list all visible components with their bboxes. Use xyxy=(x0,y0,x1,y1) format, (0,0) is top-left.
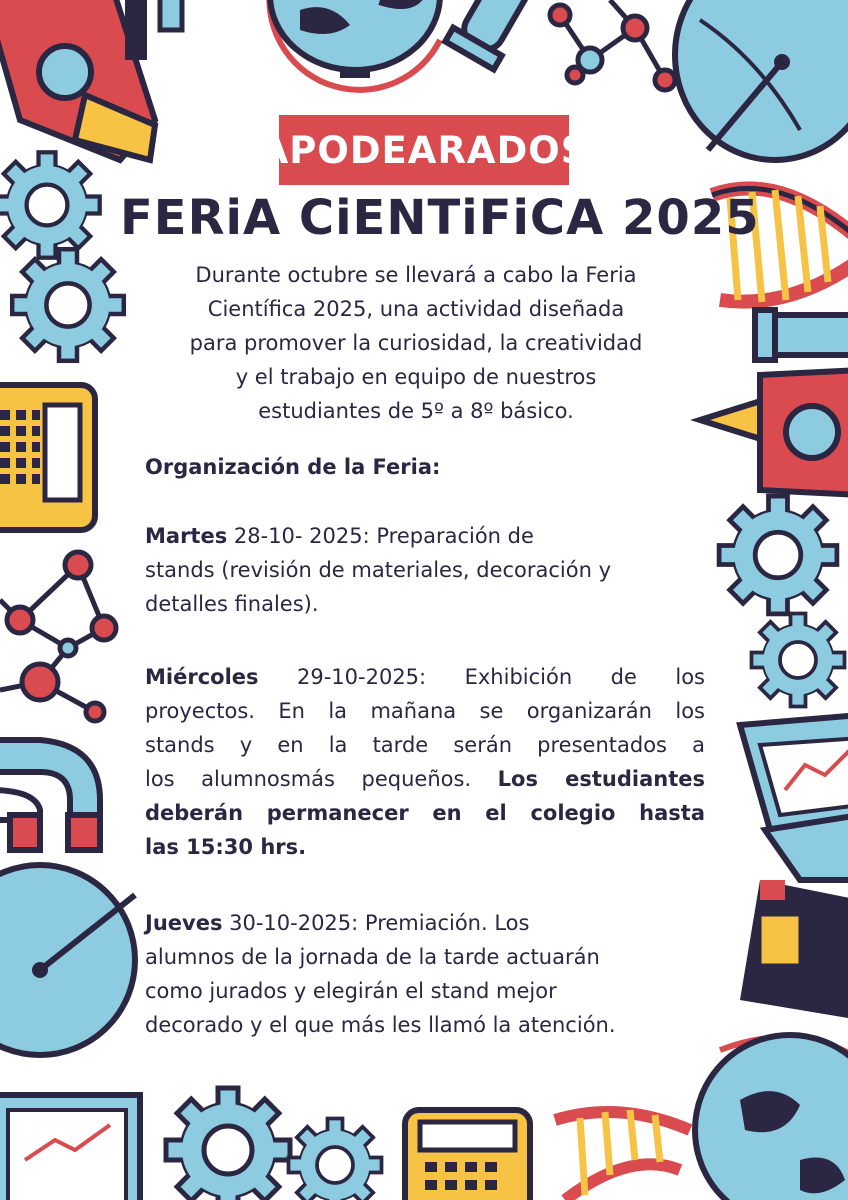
miercoles-notice: deberán permanecer en el colegio hasta xyxy=(145,801,705,825)
rocket-icon xyxy=(700,370,848,495)
chart-screen-icon xyxy=(0,1095,140,1200)
intro-line: para promover la curiosidad, la creatividad xyxy=(189,331,643,355)
flask-icon xyxy=(755,310,848,360)
miercoles-line: 29-10-2025: Exhibición de los xyxy=(258,665,705,689)
jueves-line: como jurados y elegirán el stand mejor xyxy=(145,979,557,1003)
laptop-icon xyxy=(740,715,848,880)
jueves-line: alumnos de la jornada de la tarde actuarán xyxy=(145,945,600,969)
test-tube-icon xyxy=(445,0,544,70)
miercoles-day: Miércoles xyxy=(145,665,259,689)
gear-icon xyxy=(719,496,844,706)
intro-line: y el trabajo en equipo de nuestros xyxy=(235,365,597,389)
martes-day: Martes xyxy=(145,524,228,548)
miercoles-line: los alumnosmás pequeños. xyxy=(145,767,498,791)
rocket-icon xyxy=(0,0,182,160)
globe-icon xyxy=(695,1035,848,1200)
jueves-section xyxy=(145,906,705,1042)
miercoles-notice: Los estudiantes xyxy=(497,767,705,791)
notebook-icon xyxy=(740,880,848,1020)
calculator-icon xyxy=(405,1110,530,1200)
miercoles-line: stands y en la tarde serán presentados a xyxy=(145,733,705,757)
jueves-line: 30-10-2025: Premiación. Los xyxy=(222,911,530,935)
martes-section xyxy=(145,519,705,621)
martes-line: 28-10- 2025: Preparación de xyxy=(227,524,534,548)
satellite-dish-icon xyxy=(0,865,135,1055)
gear-icon xyxy=(0,152,124,360)
intro-line: Científica 2025, una actividad diseñada xyxy=(207,297,625,321)
jueves-line: decorado y el que más les llamó la atención. xyxy=(145,1013,616,1037)
calculator-icon xyxy=(0,385,95,530)
dna-icon xyxy=(555,1110,690,1200)
globe-icon xyxy=(269,0,440,90)
molecule-icon xyxy=(0,552,116,721)
audience-badge: APODEARADOS xyxy=(279,115,569,185)
miercoles-section xyxy=(145,660,705,864)
intro-line: Durante octubre se llevará a cabo la Feria xyxy=(195,263,637,287)
martes-line: stands (revisión de materiales, decoración y xyxy=(145,558,612,582)
page-title: FERiA CiENTiFiCA 2025 xyxy=(120,190,760,246)
martes-line: detalles finales). xyxy=(145,592,319,616)
molecule-icon xyxy=(550,0,675,90)
org-heading-block xyxy=(145,450,705,484)
gear-icon xyxy=(166,1088,382,1200)
magnet-icon xyxy=(0,740,100,850)
miercoles-notice: las 15:30 hrs. xyxy=(145,835,307,859)
satellite-dish-icon xyxy=(675,0,848,160)
jueves-day: Jueves xyxy=(145,911,223,935)
intro-paragraph xyxy=(136,258,696,428)
miercoles-line: proyectos. En la mañana se organizarán los xyxy=(145,699,705,723)
intro-line: estudiantes de 5º a 8º básico. xyxy=(258,399,574,423)
org-heading: Organización de la Feria: xyxy=(145,455,441,479)
